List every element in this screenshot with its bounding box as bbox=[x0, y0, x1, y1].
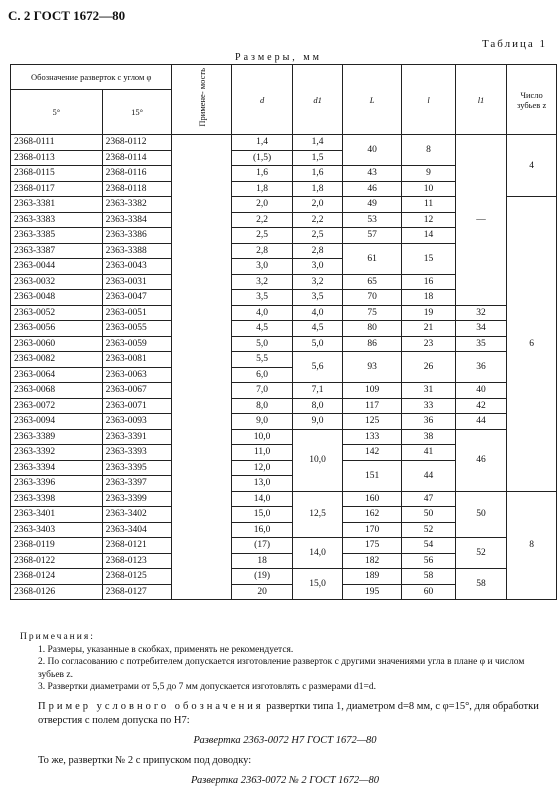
example-designation-2: Развертка 2363-0072 № 2 ГОСТ 1672—80 bbox=[190, 775, 380, 786]
deg5-header: 5° bbox=[11, 90, 103, 135]
table-row: 2363-0064 2363-0063 6,0 bbox=[11, 367, 557, 383]
table-row: 2368-0119 2368-0121 (17) 14,0 175 54 52 bbox=[11, 538, 557, 554]
table-row: 2363-3398 2363-3399 14,0 12,5 160 47 50 8 bbox=[11, 491, 557, 507]
example-text-1: развертки типа 1, диаметром d=8 мм, с φ=15°, для обработки отверстия с полем допуска по Н7: bbox=[38, 701, 539, 726]
note-2: 2. По согласованию с потребителем допускается изготовление разверток с другими значениями угла в плане φ и числом зубьев z. bbox=[38, 657, 525, 680]
l1-header: l1 bbox=[455, 65, 506, 135]
notes-section bbox=[20, 631, 550, 694]
table-row: 2363-0082 2363-0081 5,5 5,6 93 26 36 bbox=[11, 352, 557, 368]
deg15-header: 15° bbox=[102, 90, 172, 135]
table-row: 2363-3387 2363-3388 2,8 2,8 61 15 bbox=[11, 243, 557, 259]
notes-title: Примечания: bbox=[20, 632, 95, 642]
table-row: 2363-3403 2363-3404 16,0 170 52 bbox=[11, 522, 557, 538]
table-row: 2368-0122 2368-0123 18 182 56 bbox=[11, 553, 557, 569]
L-header: L bbox=[342, 65, 401, 135]
table-row: 2363-3383 2363-3384 2,2 2,2 53 12 bbox=[11, 212, 557, 228]
designation-header: Обозначение разверток с углом φ bbox=[11, 65, 172, 90]
table-row: 2363-0056 2363-0055 4,5 4,5 80 21 34 bbox=[11, 321, 557, 337]
example-section bbox=[20, 700, 550, 794]
table-number: Таблица 1 bbox=[481, 38, 547, 50]
note-3: 3. Развертки диаметрами от 5,5 до 7 мм допускается изготовлять с размерами d1=d. bbox=[38, 682, 377, 692]
example-text-2: То же, развертки № 2 с припуском под доводку: bbox=[38, 755, 252, 766]
page-title: С. 2 ГОСТ 1672—80 bbox=[8, 8, 126, 23]
table-row: 2363-0072 2363-0071 8,0 8,0 117 33 42 bbox=[11, 398, 557, 414]
table-row: 2363-0068 2363-0067 7,0 7,1 109 31 40 bbox=[11, 383, 557, 399]
reamer-table bbox=[10, 64, 557, 600]
note-1: 1. Размеры, указанные в скобках, применять не рекомендуется. bbox=[38, 644, 294, 655]
teeth-header: Число зубьев z bbox=[507, 65, 557, 135]
l-header: l bbox=[402, 65, 455, 135]
table-row: 2363-3381 2363-3382 2,0 2,0 49 11 6 bbox=[11, 197, 557, 213]
table-row: 2368-0117 2368-0118 1,8 1,8 46 10 bbox=[11, 181, 557, 197]
table-row: 2363-3389 2363-3391 10,0 10,0 133 38 46 bbox=[11, 429, 557, 445]
d-header: d bbox=[231, 65, 292, 135]
table-row: 2363-0032 2363-0031 3,2 3,2 65 16 bbox=[11, 274, 557, 290]
table-row: 2363-3394 2363-3395 12,0 151 44 bbox=[11, 460, 557, 476]
table-row: 2363-0052 2363-0051 4,0 4,0 75 19 32 bbox=[11, 305, 557, 321]
table-row: 2363-3396 2363-3397 13,0 bbox=[11, 476, 557, 492]
table-row: 2363-0048 2363-0047 3,5 3,5 70 18 bbox=[11, 290, 557, 306]
example-lead: Пример условного обозначения bbox=[38, 701, 264, 712]
table-row: 2368-0113 2368-0114 (1,5) 1,5 bbox=[11, 150, 557, 166]
applicability-header: Примене- мость bbox=[172, 65, 231, 135]
table-row: 2363-0060 2363-0059 5,0 5,0 86 23 35 bbox=[11, 336, 557, 352]
d1-header: d1 bbox=[293, 65, 343, 135]
table-row: 2368-0126 2368-0127 20 195 60 bbox=[11, 584, 557, 600]
table-row: 2368-0111 2368-0112 1,4 1,4 40 8 — 4 bbox=[11, 135, 557, 151]
table-row: 2363-3392 2363-3393 11,0 142 41 bbox=[11, 445, 557, 461]
table-row: 2363-3401 2363-3402 15,0 162 50 bbox=[11, 507, 557, 523]
sizes-caption: Размеры, мм bbox=[235, 52, 322, 63]
example-designation-1: Развертка 2363-0072 Н7 ГОСТ 1672—80 bbox=[193, 735, 377, 746]
header-row-1 bbox=[11, 65, 557, 90]
table-row: 2363-0094 2363-0093 9,0 9,0 125 36 44 bbox=[11, 414, 557, 430]
table-row: 2363-3385 2363-3386 2,5 2,5 57 14 bbox=[11, 228, 557, 244]
table-row: 2363-0044 2363-0043 3,0 3,0 bbox=[11, 259, 557, 275]
table-row: 2368-0115 2368-0116 1,6 1,6 43 9 bbox=[11, 166, 557, 182]
table-row: 2368-0124 2368-0125 (19) 15,0 189 58 58 bbox=[11, 569, 557, 585]
